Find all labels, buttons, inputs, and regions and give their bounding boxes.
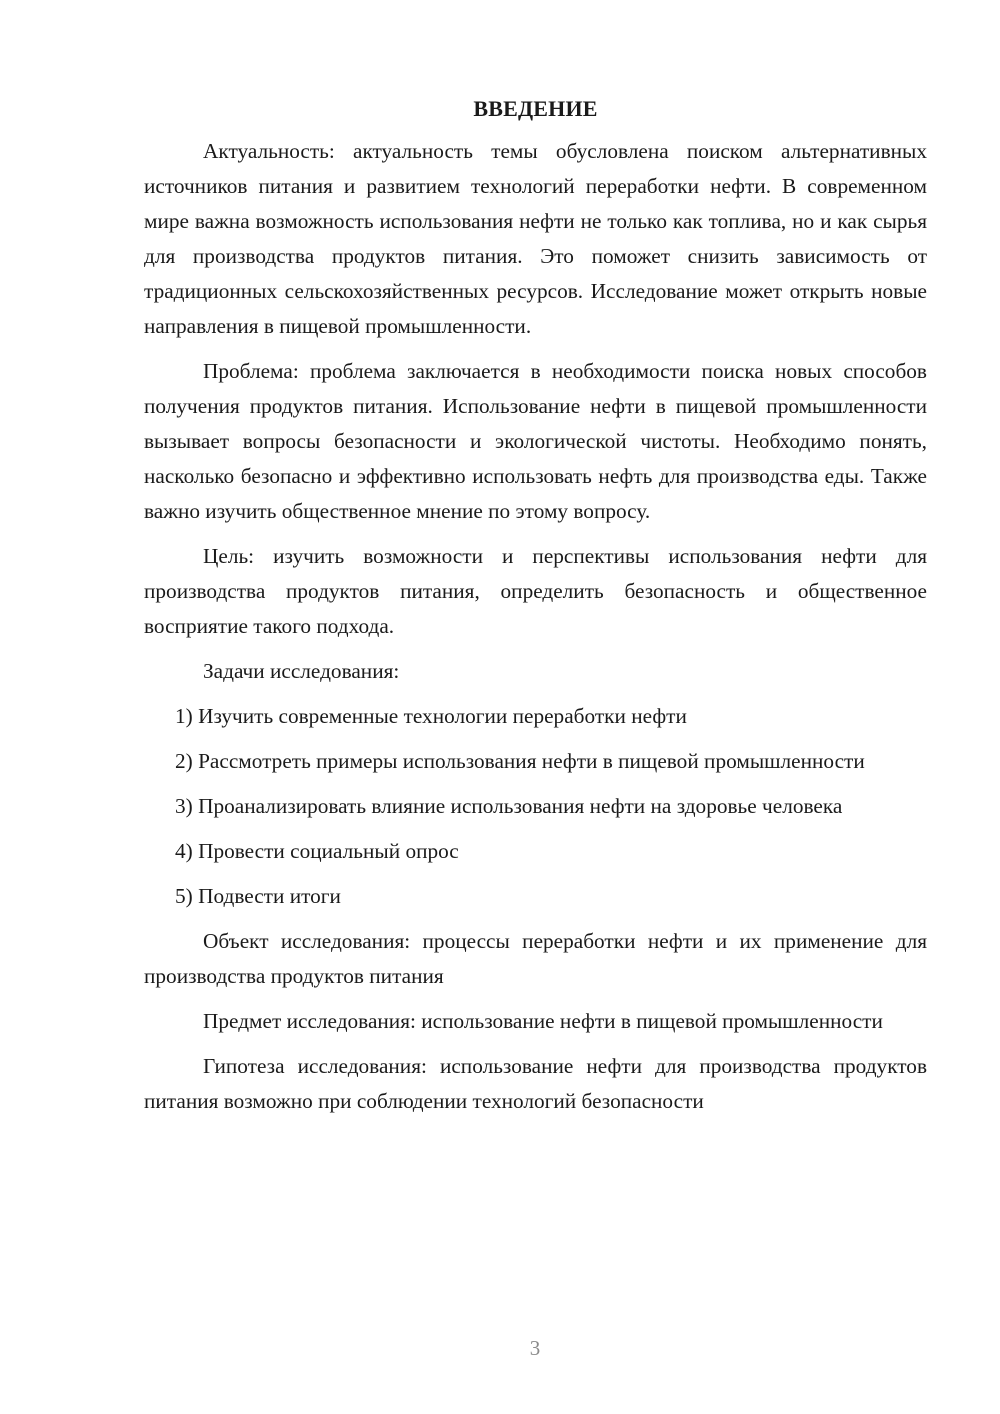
object-paragraph: Объект исследования: процессы переработки нефти и их применение для производства продуктов питания [144,929,927,988]
section-heading: ВВЕДЕНИЕ [473,96,598,121]
hypothesis-paragraph: Гипотеза исследования: использование нефти для производства продуктов питания возможно при соблюдении технологий безопасности [144,1054,927,1113]
page-number: 3 [529,1336,541,1360]
task-item-5: 5) Подвести итоги [175,884,341,908]
relevance-paragraph: Актуальность: актуальность темы обусловлена поиском альтернативных источников питания и развитием технологий переработки нефти. В современном мире важна возможность использования нефти не только как топлива, но и как сырья для производства продуктов питания. Это поможет снизить зависимость от традиционных сельскохозяйственных ресурсов. Исследование может открыть новые направления в пищевой промышленности. [144,139,927,338]
subject-paragraph: Предмет исследования: использование нефти в пищевой промышленности [203,1009,883,1033]
problem-paragraph: Проблема: проблема заключается в необходимости поиска новых способов получения продуктов питания. Использование нефти в пищевой промышленности вызывает вопросы безопасности и экологической чистоты. Необходимо понять, насколько безопасно и эффективно использовать нефть для производства еды. Также важно изучить общественное мнение по этому вопросу. [144,359,927,523]
task-item-2: 2) Рассмотреть примеры использования нефти в пищевой промышленности [175,749,865,773]
goal-paragraph: Цель: изучить возможности и перспективы использования нефти для производства продуктов питания, определить безопасность и общественное восприятие такого подхода. [144,544,927,638]
task-item-3: 3) Проанализировать влияние использования нефти на здоровье человека [175,794,843,818]
tasks-title: Задачи исследования: [203,659,400,683]
page-content [144,94,927,1129]
task-item-4: 4) Провести социальный опрос [175,839,459,863]
task-item-1: 1) Изучить современные технологии переработки нефти [175,704,687,728]
